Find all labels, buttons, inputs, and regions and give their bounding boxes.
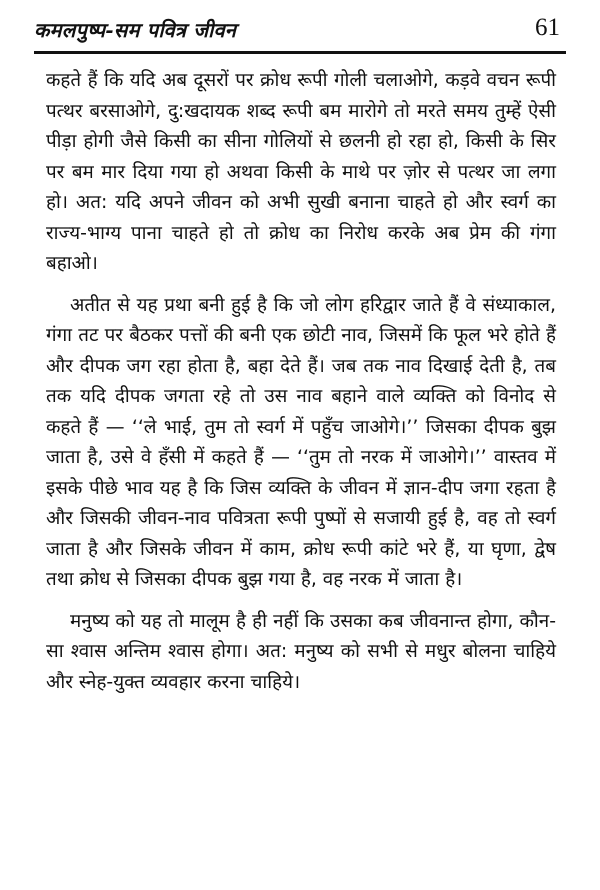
paragraph-2: अतीत से यह प्रथा बनी हुई है कि जो लोग हरिद्वार जाते हैं वे संध्याकाल, गंगा तट पर बैठकर पत्तों की बनी एक छोटी नाव, जिसमें कि फूल भरे होते हैं और दीपक जग रहा होता है, बहा देते हैं। जब तक नाव दिखाई देती है, तब तक यदि दीपक जगता रहे तो उस नाव बहाने वाले व्यक्ति को विनोद से कहते हैं — ‘‘ले भाई, तुम तो स्वर्ग में पहुँच जाओगे।’’ जिसका दीपक बुझ जाता है, उसे वे हँसी में कहते हैं — ‘‘तुम तो नरक में जाओगे।’’ वास्तव में इसके पीछे भाव यह है कि जिस व्यक्ति के जीवन में ज्ञान-दीप जगा रहता है और जिसकी जीवन-नाव पवित्रता रूपी पुष्पों से सजायी हुई है, वह तो स्वर्ग जाता है और जिसके जीवन में काम, क्रोध रूपी कांटे भरे हैं, या घृणा, द्वेष तथा क्रोध से जिसका दीपक बुझ गया है, वह नरक में जाता है। [46, 294, 556, 590]
page-number: 61 [535, 14, 560, 41]
body-text [46, 66, 556, 698]
header-rule [34, 51, 566, 54]
paragraph-3: मनुष्य को यह तो मालूम है ही नहीं कि उसका कब जीवनान्त होगा, कौन-सा श्वास अन्तिम श्वास होगा। अत: मनुष्य को सभी से मधुर बोलना चाहिये और स्नेह-युक्त व्यवहार करना चाहिये। [46, 610, 556, 693]
running-head: कमलपुष्प-सम पवित्र जीवन [34, 18, 237, 42]
page-header [34, 14, 560, 50]
paragraph-1: कहते हैं कि यदि अब दूसरों पर क्रोध रूपी गोली चलाओगे, कड़वे वचन रूपी पत्थर बरसाओगे, दु:खदायक शब्द रूपी बम मारोगे तो मरते समय तुम्हें ऐसी पीड़ा होगी जैसे किसी का सीना गोलियों से छलनी हो रहा हो, किसी के सिर पर बम मार दिया गया हो अथवा किसी के माथे पर ज़ोर से पत्थर जा लगा हो। अत: यदि अपने जीवन को अभी सुखी बनाना चाहते हो और स्वर्ग का राज्य-भाग्य पाना चाहते हो तो क्रोध का निरोध करके अब प्रेम की गंगा बहाओ। [46, 70, 556, 274]
